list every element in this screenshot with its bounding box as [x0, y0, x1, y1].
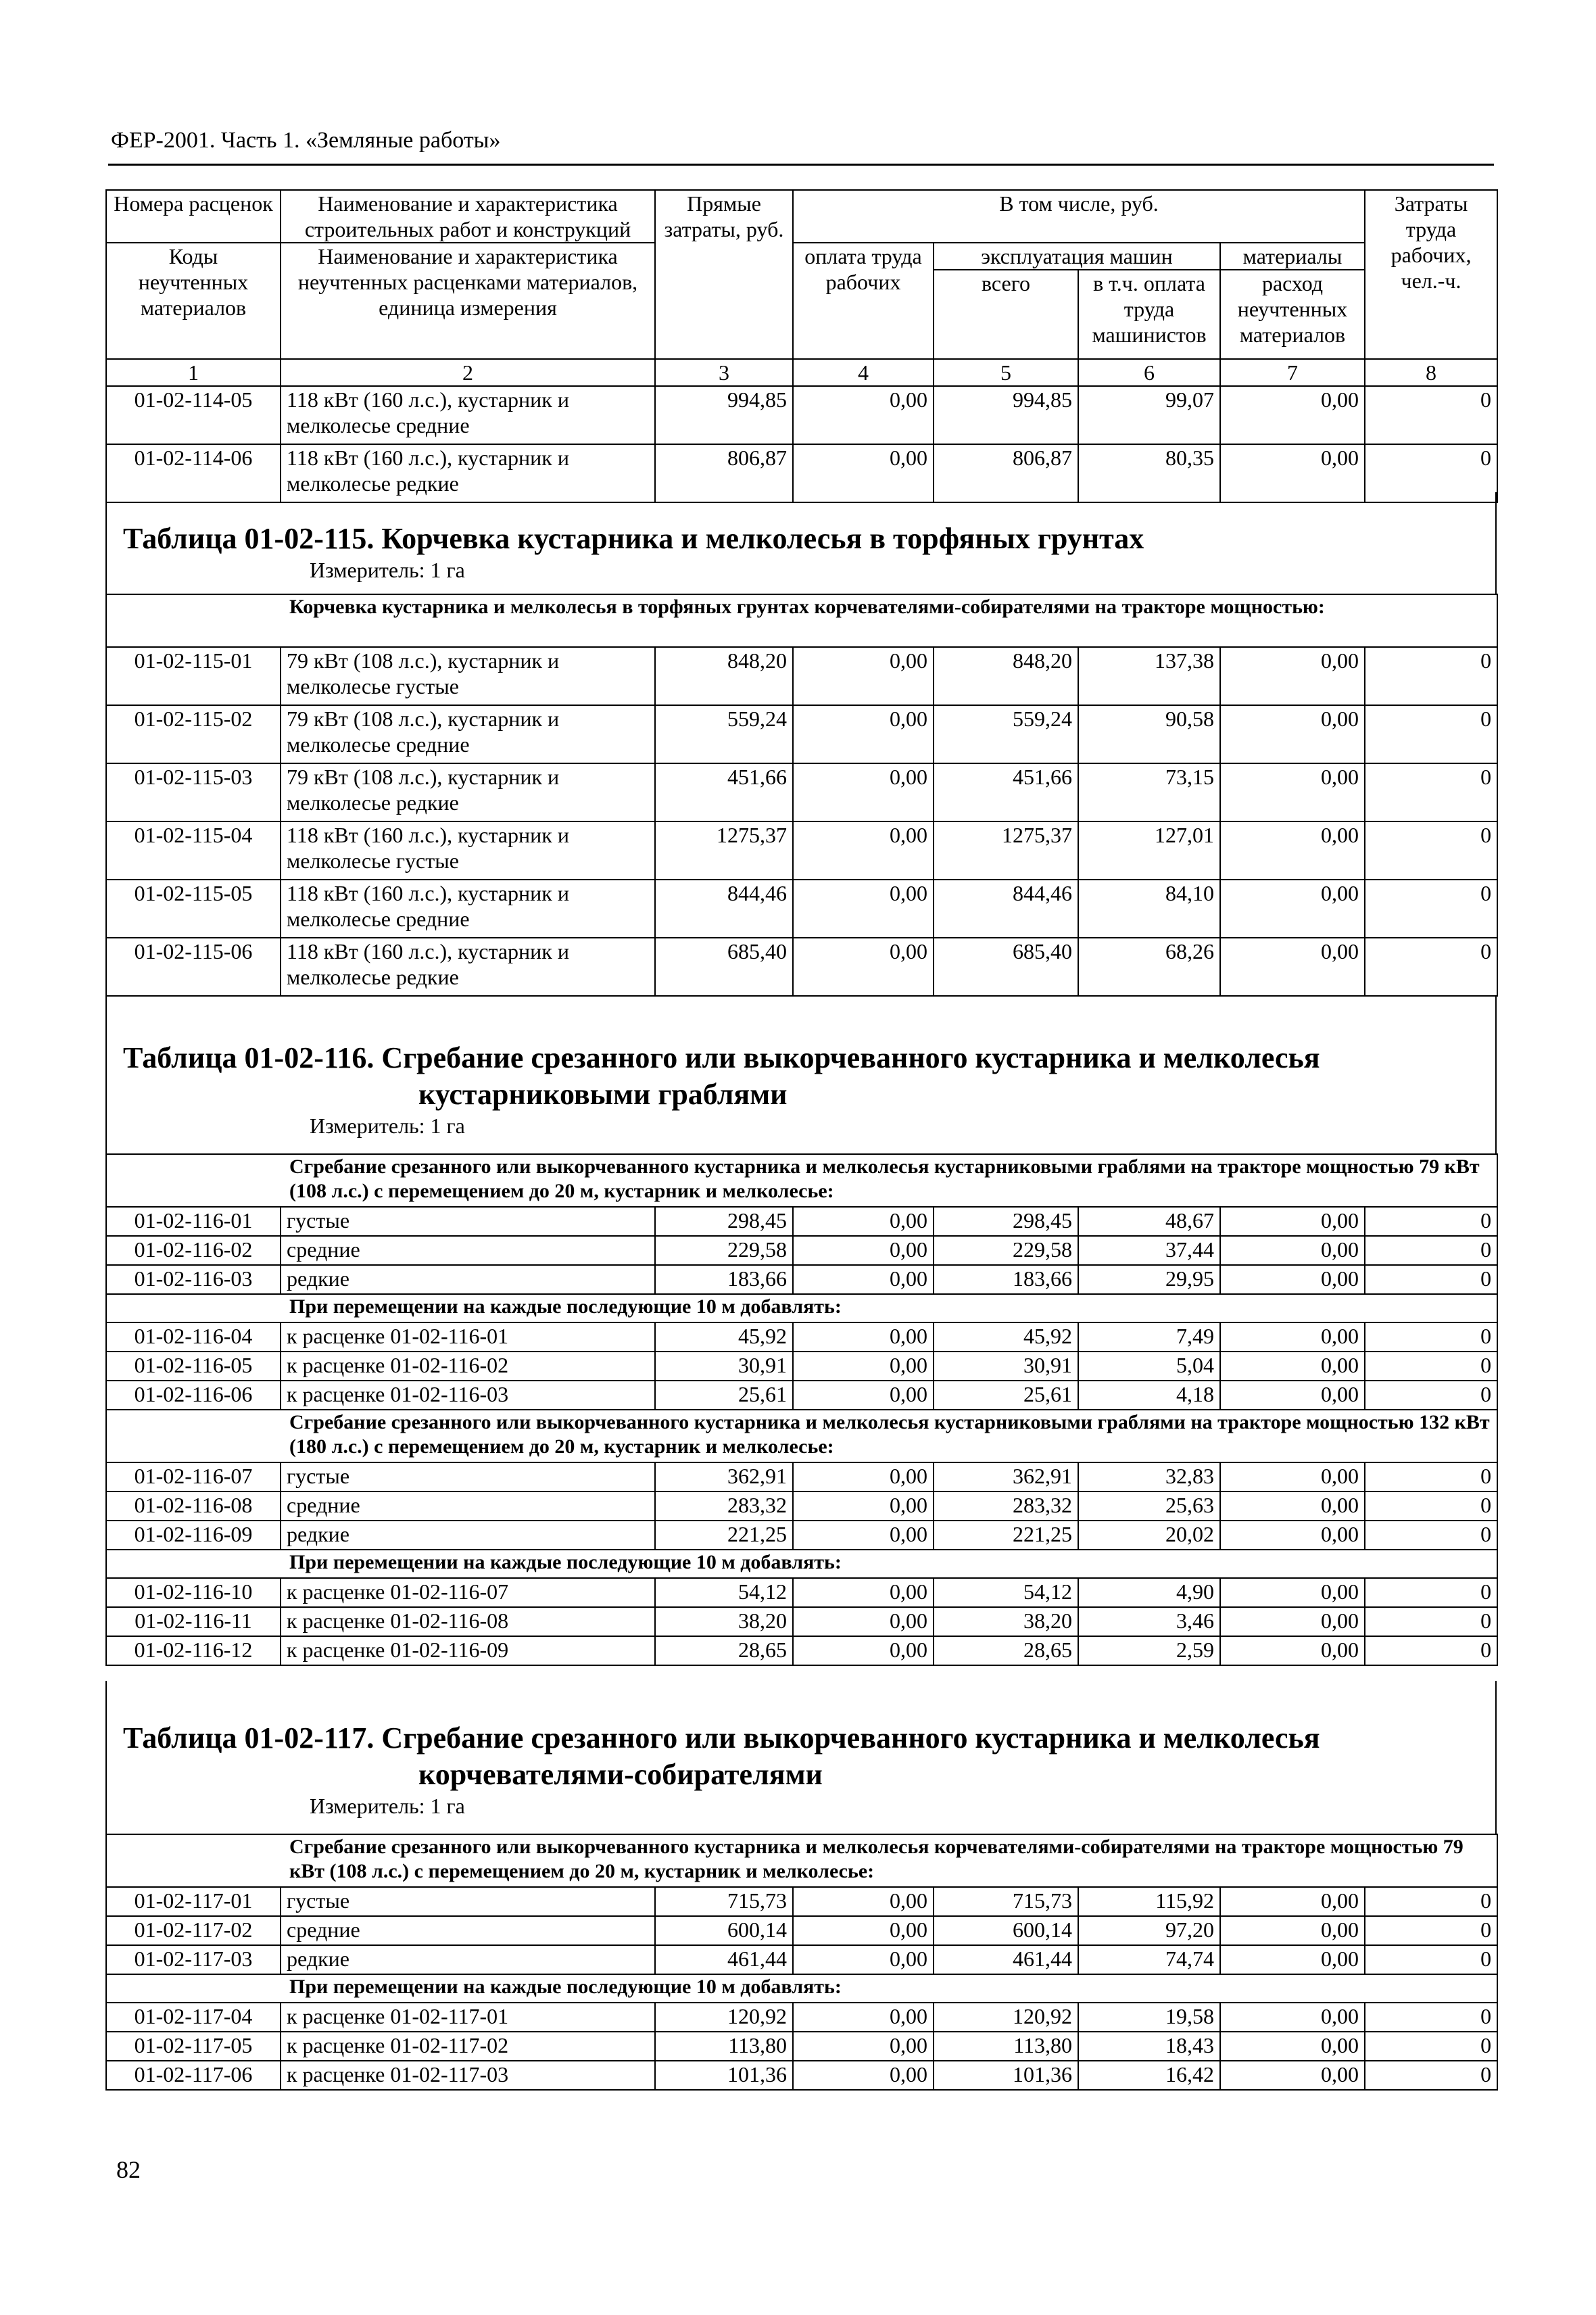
rate-code: 01-02-115-05	[106, 880, 281, 938]
work-name: 79 кВт (108 л.с.), кустарник и мелколесье средние	[281, 705, 655, 763]
machines-wages: 5,04	[1078, 1352, 1220, 1381]
labor: 0	[1365, 1491, 1497, 1521]
wages: 0,00	[793, 821, 934, 880]
direct-cost: 183,66	[655, 1265, 793, 1294]
rate-code: 01-02-117-03	[106, 1945, 281, 1974]
col-labor: Затраты труда рабочих, чел.-ч.	[1365, 190, 1497, 359]
wages: 0,00	[793, 1887, 934, 1916]
machines-wages: 16,42	[1078, 2061, 1220, 2090]
rate-code: 01-02-117-06	[106, 2061, 281, 2090]
materials: 0,00	[1220, 1207, 1365, 1236]
materials: 0,00	[1220, 938, 1365, 996]
machines-total: 685,40	[934, 938, 1078, 996]
work-name: средние	[281, 1916, 655, 1945]
machines-total: 183,66	[934, 1265, 1078, 1294]
table-row	[106, 2003, 1497, 2032]
table-117-title	[123, 1681, 1495, 1793]
machines-wages: 115,92	[1078, 1887, 1220, 1916]
machines-wages: 4,18	[1078, 1381, 1220, 1410]
work-name: редкие	[281, 1521, 655, 1550]
work-name: густые	[281, 1207, 655, 1236]
machines-total: 848,20	[934, 647, 1078, 705]
machines-wages: 32,83	[1078, 1462, 1220, 1491]
work-name: к расценке 01-02-117-02	[281, 2032, 655, 2061]
page-number: 82	[116, 2156, 141, 2183]
work-name: к расценке 01-02-116-07	[281, 1578, 655, 1607]
work-name: 118 кВт (160 л.с.), кустарник и мелколесье редкие	[281, 938, 655, 996]
table-row	[106, 821, 1497, 880]
labor: 0	[1365, 763, 1497, 821]
wages: 0,00	[793, 2032, 934, 2061]
col-index: 6	[1078, 359, 1220, 386]
rate-code: 01-02-114-06	[106, 444, 281, 502]
table-115-heading	[105, 492, 1497, 594]
rate-code: 01-02-115-03	[106, 763, 281, 821]
table-116-title-line1: Таблица 01-02-116. Сгребание срезанного или выкорчеванного кустарника и мелколесья	[123, 1041, 1320, 1074]
rate-code: 01-02-116-06	[106, 1381, 281, 1410]
table-row	[106, 880, 1497, 938]
rate-code: 01-02-116-09	[106, 1521, 281, 1550]
materials: 0,00	[1220, 1945, 1365, 1974]
rate-code: 01-02-114-05	[106, 386, 281, 444]
direct-cost: 1275,37	[655, 821, 793, 880]
table-row	[106, 1462, 1497, 1491]
col-machines: эксплуатация машин	[934, 243, 1220, 270]
materials: 0,00	[1220, 1521, 1365, 1550]
machines-wages: 4,90	[1078, 1578, 1220, 1607]
labor: 0	[1365, 1916, 1497, 1945]
materials: 0,00	[1220, 1381, 1365, 1410]
rate-code: 01-02-115-04	[106, 821, 281, 880]
work-name: средние	[281, 1236, 655, 1265]
rate-code: 01-02-117-05	[106, 2032, 281, 2061]
rate-code: 01-02-116-02	[106, 1236, 281, 1265]
machines-wages: 7,49	[1078, 1322, 1220, 1352]
work-name: средние	[281, 1491, 655, 1521]
wages: 0,00	[793, 705, 934, 763]
machines-wages: 48,67	[1078, 1207, 1220, 1236]
machines-total: 451,66	[934, 763, 1078, 821]
machines-wages: 18,43	[1078, 2032, 1220, 2061]
materials: 0,00	[1220, 386, 1365, 444]
materials: 0,00	[1220, 1265, 1365, 1294]
machines-wages: 29,95	[1078, 1265, 1220, 1294]
materials: 0,00	[1220, 1607, 1365, 1636]
labor: 0	[1365, 386, 1497, 444]
labor: 0	[1365, 2061, 1497, 2090]
wages: 0,00	[793, 386, 934, 444]
table-row	[106, 1916, 1497, 1945]
work-name: к расценке 01-02-116-02	[281, 1352, 655, 1381]
wages: 0,00	[793, 1916, 934, 1945]
wages: 0,00	[793, 1578, 934, 1607]
rate-code: 01-02-116-11	[106, 1607, 281, 1636]
machines-total: 844,46	[934, 880, 1078, 938]
work-name: 118 кВт (160 л.с.), кустарник и мелколесье средние	[281, 880, 655, 938]
direct-cost: 994,85	[655, 386, 793, 444]
machines-wages: 20,02	[1078, 1521, 1220, 1550]
direct-cost: 120,92	[655, 2003, 793, 2032]
labor: 0	[1365, 821, 1497, 880]
materials: 0,00	[1220, 444, 1365, 502]
materials: 0,00	[1220, 1887, 1365, 1916]
machines-wages: 2,59	[1078, 1636, 1220, 1665]
machines-total: 461,44	[934, 1945, 1078, 1974]
direct-cost: 461,44	[655, 1945, 793, 1974]
direct-cost: 600,14	[655, 1916, 793, 1945]
materials: 0,00	[1220, 1916, 1365, 1945]
machines-total: 1275,37	[934, 821, 1078, 880]
rate-code: 01-02-116-07	[106, 1462, 281, 1491]
materials: 0,00	[1220, 1491, 1365, 1521]
labor: 0	[1365, 1207, 1497, 1236]
materials: 0,00	[1220, 2032, 1365, 2061]
materials: 0,00	[1220, 705, 1365, 763]
work-name: 79 кВт (108 л.с.), кустарник и мелколесье редкие	[281, 763, 655, 821]
col-machines-total: всего	[934, 270, 1078, 359]
wages: 0,00	[793, 1607, 934, 1636]
table-row	[106, 763, 1497, 821]
table-row	[106, 1381, 1497, 1410]
header-rule	[108, 164, 1494, 166]
machines-total: 298,45	[934, 1207, 1078, 1236]
col-code-top: Номера расценок	[106, 190, 281, 243]
wages: 0,00	[793, 2061, 934, 2090]
wages: 0,00	[793, 1352, 934, 1381]
table-row	[106, 1887, 1497, 1916]
machines-total: 806,87	[934, 444, 1078, 502]
col-including: В том числе, руб.	[793, 190, 1365, 243]
materials: 0,00	[1220, 2003, 1365, 2032]
machines-total: 30,91	[934, 1352, 1078, 1381]
direct-cost: 362,91	[655, 1462, 793, 1491]
col-direct: Прямые затраты, руб.	[655, 190, 793, 359]
machines-total: 283,32	[934, 1491, 1078, 1521]
direct-cost: 715,73	[655, 1887, 793, 1916]
direct-cost: 221,25	[655, 1521, 793, 1550]
table-row	[106, 1265, 1497, 1294]
machines-wages: 73,15	[1078, 763, 1220, 821]
rate-code: 01-02-116-08	[106, 1491, 281, 1521]
work-name: к расценке 01-02-116-09	[281, 1636, 655, 1665]
direct-cost: 283,32	[655, 1491, 793, 1521]
work-name: 79 кВт (108 л.с.), кустарник и мелколесье густые	[281, 647, 655, 705]
machines-wages: 84,10	[1078, 880, 1220, 938]
table-row	[106, 2032, 1497, 2061]
col-materials-use: расход неучтенных материалов	[1220, 270, 1365, 359]
materials: 0,00	[1220, 763, 1365, 821]
table-117	[105, 1834, 1497, 2091]
work-name: к расценке 01-02-116-08	[281, 1607, 655, 1636]
work-name: густые	[281, 1462, 655, 1491]
rate-code: 01-02-117-01	[106, 1887, 281, 1916]
machines-total: 994,85	[934, 386, 1078, 444]
direct-cost: 848,20	[655, 647, 793, 705]
machines-wages: 80,35	[1078, 444, 1220, 502]
table-row	[106, 647, 1497, 705]
rate-code: 01-02-116-03	[106, 1265, 281, 1294]
wages: 0,00	[793, 1636, 934, 1665]
table-116-subtitle-4: При перемещении на каждые последующие 10 м добавлять:	[106, 1550, 1497, 1578]
table-116-heading	[105, 997, 1497, 1153]
rate-code: 01-02-116-01	[106, 1207, 281, 1236]
work-name: густые	[281, 1887, 655, 1916]
machines-total: 25,61	[934, 1381, 1078, 1410]
col-materials: материалы	[1220, 243, 1365, 270]
col-index: 1	[106, 359, 281, 386]
direct-cost: 30,91	[655, 1352, 793, 1381]
machines-total: 362,91	[934, 1462, 1078, 1491]
direct-cost: 685,40	[655, 938, 793, 996]
machines-wages: 137,38	[1078, 647, 1220, 705]
table-row	[106, 1322, 1497, 1352]
rate-code: 01-02-115-02	[106, 705, 281, 763]
machines-wages: 127,01	[1078, 821, 1220, 880]
wages: 0,00	[793, 1945, 934, 1974]
wages: 0,00	[793, 1521, 934, 1550]
machines-wages: 3,46	[1078, 1607, 1220, 1636]
materials: 0,00	[1220, 1578, 1365, 1607]
col-index: 7	[1220, 359, 1365, 386]
labor: 0	[1365, 1265, 1497, 1294]
work-name: редкие	[281, 1945, 655, 1974]
table-row	[106, 1491, 1497, 1521]
materials: 0,00	[1220, 880, 1365, 938]
table-row	[106, 1521, 1497, 1550]
machines-total: 221,25	[934, 1521, 1078, 1550]
labor: 0	[1365, 1521, 1497, 1550]
table-row	[106, 1945, 1497, 1974]
wages: 0,00	[793, 1462, 934, 1491]
table-row	[106, 1207, 1497, 1236]
table-row	[106, 1607, 1497, 1636]
machines-total: 54,12	[934, 1578, 1078, 1607]
table-117-subtitle-1: Сгребание срезанного или выкорчеванного кустарника и мелколесья корчевателями-собирателями на тракторе мощностью 79 кВт (108 л.с.) с перемещением до 20 м, кустарник и мелколесье:	[106, 1834, 1497, 1887]
labor: 0	[1365, 1381, 1497, 1410]
col-index: 8	[1365, 359, 1497, 386]
machines-wages: 19,58	[1078, 2003, 1220, 2032]
materials: 0,00	[1220, 1322, 1365, 1352]
labor: 0	[1365, 705, 1497, 763]
direct-cost: 806,87	[655, 444, 793, 502]
labor: 0	[1365, 1887, 1497, 1916]
wages: 0,00	[793, 938, 934, 996]
table-116-meter: Измеритель: 1 га	[310, 1114, 465, 1138]
wages: 0,00	[793, 1207, 934, 1236]
table-row	[106, 2061, 1497, 2090]
machines-wages: 90,58	[1078, 705, 1220, 763]
machines-total: 38,20	[934, 1607, 1078, 1636]
direct-cost: 113,80	[655, 2032, 793, 2061]
table-116-subtitle-3: Сгребание срезанного или выкорчеванного кустарника и мелколесья кустарниковыми граблями на тракторе мощностью 132 кВт (180 л.с.) с перемещением до 20 м, кустарник и мелколесье:	[106, 1410, 1497, 1462]
rate-code: 01-02-115-01	[106, 647, 281, 705]
page-header: ФЕР-2001. Часть 1. «Земляные работы»	[111, 128, 501, 153]
machines-total: 28,65	[934, 1636, 1078, 1665]
col-machines-wages: в т.ч. оплата труда машинистов	[1078, 270, 1220, 359]
labor: 0	[1365, 880, 1497, 938]
table-row	[106, 1578, 1497, 1607]
table-116-subtitle-1: Сгребание срезанного или выкорчеванного кустарника и мелколесья кустарниковыми граблями на тракторе мощностью 79 кВт (108 л.с.) с перемещением до 20 м, кустарник и мелколесье:	[106, 1154, 1497, 1207]
table-117-title-line2: корчевателями-собирателями	[418, 1758, 823, 1791]
labor: 0	[1365, 1462, 1497, 1491]
work-name: редкие	[281, 1265, 655, 1294]
table-row	[106, 386, 1497, 444]
direct-cost: 25,61	[655, 1381, 793, 1410]
col-code-bottom: Коды неучтенных материалов	[106, 243, 281, 359]
wages: 0,00	[793, 763, 934, 821]
col-name-bottom: Наименование и характеристика неучтенных расценками материалов, единица измерения	[281, 243, 655, 359]
machines-total: 113,80	[934, 2032, 1078, 2061]
work-name: 118 кВт (160 л.с.), кустарник и мелколесье средние	[281, 386, 655, 444]
direct-cost: 45,92	[655, 1322, 793, 1352]
work-name: 118 кВт (160 л.с.), кустарник и мелколесье редкие	[281, 444, 655, 502]
machines-total: 600,14	[934, 1916, 1078, 1945]
table-117-heading	[105, 1681, 1497, 1834]
wages: 0,00	[793, 1265, 934, 1294]
table-row	[106, 1636, 1497, 1665]
rate-code: 01-02-116-04	[106, 1322, 281, 1352]
machines-wages: 74,74	[1078, 1945, 1220, 1974]
direct-cost: 28,65	[655, 1636, 793, 1665]
col-index: 5	[934, 359, 1078, 386]
table-115-subtitle: Корчевка кустарника и мелколесья в торфяных грунтах корчевателями-собирателями на тракторе мощностью:	[106, 594, 1497, 647]
table-115-meter: Измеритель: 1 га	[310, 558, 465, 582]
col-index: 2	[281, 359, 655, 386]
machines-total: 715,73	[934, 1887, 1078, 1916]
machines-wages: 68,26	[1078, 938, 1220, 996]
table-116-title-line2: кустарниковыми граблями	[418, 1078, 788, 1111]
wages: 0,00	[793, 1381, 934, 1410]
wages: 0,00	[793, 1236, 934, 1265]
table-116-title	[123, 997, 1495, 1113]
wages: 0,00	[793, 647, 934, 705]
labor: 0	[1365, 1322, 1497, 1352]
labor: 0	[1365, 938, 1497, 996]
direct-cost: 844,46	[655, 880, 793, 938]
wages: 0,00	[793, 880, 934, 938]
labor: 0	[1365, 1636, 1497, 1665]
materials: 0,00	[1220, 821, 1365, 880]
rate-code: 01-02-117-04	[106, 2003, 281, 2032]
machines-total: 45,92	[934, 1322, 1078, 1352]
labor: 0	[1365, 2003, 1497, 2032]
table-row	[106, 938, 1497, 996]
rate-code: 01-02-116-05	[106, 1352, 281, 1381]
direct-cost: 229,58	[655, 1236, 793, 1265]
materials: 0,00	[1220, 1462, 1365, 1491]
work-name: к расценке 01-02-117-03	[281, 2061, 655, 2090]
work-name: к расценке 01-02-116-01	[281, 1322, 655, 1352]
materials: 0,00	[1220, 1236, 1365, 1265]
machines-wages: 37,44	[1078, 1236, 1220, 1265]
column-header-table	[105, 189, 1497, 503]
materials: 0,00	[1220, 647, 1365, 705]
rate-code: 01-02-116-12	[106, 1636, 281, 1665]
wages: 0,00	[793, 444, 934, 502]
direct-cost: 559,24	[655, 705, 793, 763]
work-name: 118 кВт (160 л.с.), кустарник и мелколесье густые	[281, 821, 655, 880]
col-name-top: Наименование и характеристика строительных работ и конструкций	[281, 190, 655, 243]
wages: 0,00	[793, 1322, 934, 1352]
table-115-title: Таблица 01-02-115. Корчевка кустарника и мелколесья в торфяных грунтах	[123, 522, 1144, 555]
materials: 0,00	[1220, 2061, 1365, 2090]
machines-wages: 25,63	[1078, 1491, 1220, 1521]
direct-cost: 38,20	[655, 1607, 793, 1636]
machines-total: 229,58	[934, 1236, 1078, 1265]
labor: 0	[1365, 1236, 1497, 1265]
table-116	[105, 1153, 1497, 1666]
col-index: 3	[655, 359, 793, 386]
machines-total: 120,92	[934, 2003, 1078, 2032]
col-wages: оплата труда рабочих	[793, 243, 934, 359]
work-name: к расценке 01-02-117-01	[281, 2003, 655, 2032]
machines-wages: 97,20	[1078, 1916, 1220, 1945]
labor: 0	[1365, 2032, 1497, 2061]
table-117-title-line1: Таблица 01-02-117. Сгребание срезанного или выкорчеванного кустарника и мелколесья	[123, 1721, 1320, 1755]
labor: 0	[1365, 1352, 1497, 1381]
direct-cost: 298,45	[655, 1207, 793, 1236]
materials: 0,00	[1220, 1636, 1365, 1665]
column-index-row	[106, 359, 1497, 386]
wages: 0,00	[793, 1491, 934, 1521]
rate-code: 01-02-116-10	[106, 1578, 281, 1607]
direct-cost: 101,36	[655, 2061, 793, 2090]
col-index: 4	[793, 359, 934, 386]
table-117-subtitle-2: При перемещении на каждые последующие 10 м добавлять:	[106, 1974, 1497, 2003]
table-116-subtitle-2: При перемещении на каждые последующие 10 м добавлять:	[106, 1294, 1497, 1322]
direct-cost: 451,66	[655, 763, 793, 821]
table-row	[106, 705, 1497, 763]
machines-total: 101,36	[934, 2061, 1078, 2090]
materials: 0,00	[1220, 1352, 1365, 1381]
rate-code: 01-02-115-06	[106, 938, 281, 996]
wages: 0,00	[793, 2003, 934, 2032]
direct-cost: 54,12	[655, 1578, 793, 1607]
labor: 0	[1365, 1607, 1497, 1636]
table-117-meter: Измеритель: 1 га	[310, 1794, 465, 1818]
labor: 0	[1365, 1578, 1497, 1607]
labor: 0	[1365, 647, 1497, 705]
table-row	[106, 1352, 1497, 1381]
machines-wages: 99,07	[1078, 386, 1220, 444]
labor: 0	[1365, 1945, 1497, 1974]
work-name: к расценке 01-02-116-03	[281, 1381, 655, 1410]
rate-code: 01-02-117-02	[106, 1916, 281, 1945]
table-row	[106, 1236, 1497, 1265]
table-115	[105, 594, 1497, 997]
labor: 0	[1365, 444, 1497, 502]
machines-total: 559,24	[934, 705, 1078, 763]
